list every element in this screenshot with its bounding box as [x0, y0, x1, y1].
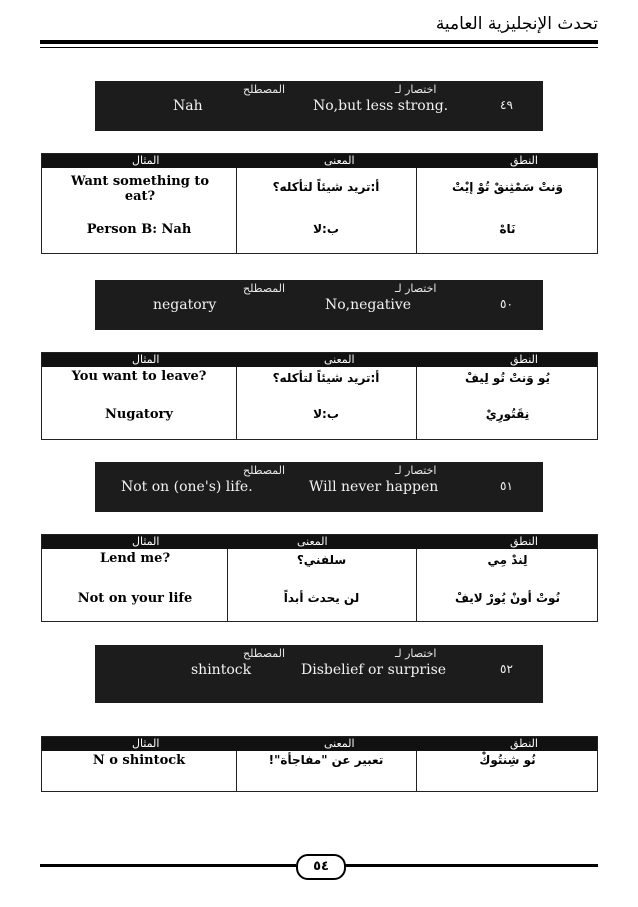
- meaning-line-1: أ:تريد شيئاً لتأكله؟: [272, 180, 380, 194]
- page-number: ٥٤: [296, 854, 346, 880]
- footer-rule-left: [40, 864, 296, 867]
- table-header: [42, 535, 597, 549]
- example-line-1: You want to leave?: [71, 369, 207, 384]
- example-heading: المثال: [132, 154, 160, 167]
- footer-rule-right: [342, 864, 598, 867]
- pron-line-1: يُو وَنتْ تُو لِيفْ: [465, 371, 550, 385]
- column-divider: [416, 751, 417, 791]
- example-table-49: [41, 153, 598, 254]
- meaning-line-2: ب:لا: [313, 407, 339, 421]
- abbr-value: No,negative: [325, 297, 412, 313]
- entry-number: ٥١: [500, 479, 513, 493]
- term-value: negatory: [153, 297, 217, 313]
- pron-line-2: نَاهْ: [499, 222, 516, 236]
- abbr-heading: اختصار لـ: [395, 647, 437, 660]
- abbr-heading: اختصار لـ: [395, 464, 437, 477]
- example-line-1: N o shintock: [92, 753, 186, 768]
- meaning-line-1: أ:تريد شيئاً لتأكله؟: [272, 371, 380, 385]
- term-value: shintock: [191, 662, 252, 678]
- pron-heading: النطق: [510, 535, 538, 548]
- example-line-2: Person B: Nah: [86, 222, 192, 237]
- header-rule-thin: [40, 47, 598, 48]
- term-box-52: [95, 645, 543, 703]
- pron-heading: النطق: [510, 353, 538, 366]
- meaning-line-1: تعبير عن "مفاجأة"!: [268, 753, 384, 767]
- column-divider: [236, 751, 237, 791]
- abbr-heading: اختصار لـ: [395, 282, 437, 295]
- term-value: Not on (one's) life.: [121, 479, 253, 495]
- entry-number: ٤٩: [500, 98, 513, 112]
- pron-heading: النطق: [510, 154, 538, 167]
- column-divider: [416, 168, 417, 253]
- example-line-2: Not on your life: [77, 591, 193, 606]
- pron-line-1: وَنتْ سَمْثِنقْ تُوْ إيْتْ: [451, 180, 563, 194]
- table-header: [42, 353, 597, 367]
- table-header: [42, 154, 597, 168]
- column-divider: [236, 168, 237, 253]
- meaning-heading: المعنى: [297, 535, 328, 548]
- column-divider: [236, 367, 237, 439]
- abbr-heading: اختصار لـ: [395, 83, 437, 96]
- meaning-heading: المعنى: [324, 737, 355, 750]
- meaning-line-2: ب:لا: [313, 222, 339, 236]
- term-heading: المصطلح: [243, 282, 286, 295]
- abbr-value: Will never happen: [309, 479, 439, 495]
- term-box-50: [95, 280, 543, 330]
- meaning-line-2: لن يحدث أبداً: [283, 591, 360, 605]
- example-line-1: Want something to eat?: [70, 174, 210, 204]
- column-divider: [416, 549, 417, 621]
- column-divider: [416, 367, 417, 439]
- term-box-49: [95, 81, 543, 131]
- meaning-heading: المعنى: [324, 154, 355, 167]
- term-value: Nah: [173, 98, 203, 114]
- example-line-2: Nugatory: [105, 407, 173, 422]
- term-box-51: [95, 462, 543, 512]
- example-heading: المثال: [132, 737, 160, 750]
- column-divider: [227, 549, 228, 621]
- term-heading: المصطلح: [243, 647, 286, 660]
- example-table-52: [41, 736, 598, 792]
- entry-number: ٥٢: [500, 662, 513, 676]
- example-heading: المثال: [132, 535, 160, 548]
- meaning-heading: المعنى: [324, 353, 355, 366]
- meaning-line-1: سلفني؟: [296, 553, 347, 567]
- example-table-50: [41, 352, 598, 440]
- page-header-title: تحدث الإنجليزية العامية: [435, 14, 598, 34]
- abbr-value: Disbelief or surprise: [301, 662, 447, 678]
- example-heading: المثال: [132, 353, 160, 366]
- entry-number: ٥٠: [500, 297, 513, 311]
- term-heading: المصطلح: [243, 83, 286, 96]
- pron-heading: النطق: [510, 737, 538, 750]
- table-header: [42, 737, 597, 751]
- pron-line-1: نُو شِنتُوكْ: [479, 753, 536, 767]
- pron-line-2: نِقَتُورِيْ: [485, 407, 530, 421]
- example-line-1: Lend me?: [99, 551, 171, 566]
- abbr-value: No,but less strong.: [313, 98, 449, 114]
- header-rule: [40, 40, 598, 44]
- pron-line-1: لِندْ مِي: [487, 553, 528, 567]
- pron-line-2: نُوتْ أونْ يُورْ لايفْ: [454, 591, 561, 605]
- example-table-51: [41, 534, 598, 622]
- term-heading: المصطلح: [243, 464, 286, 477]
